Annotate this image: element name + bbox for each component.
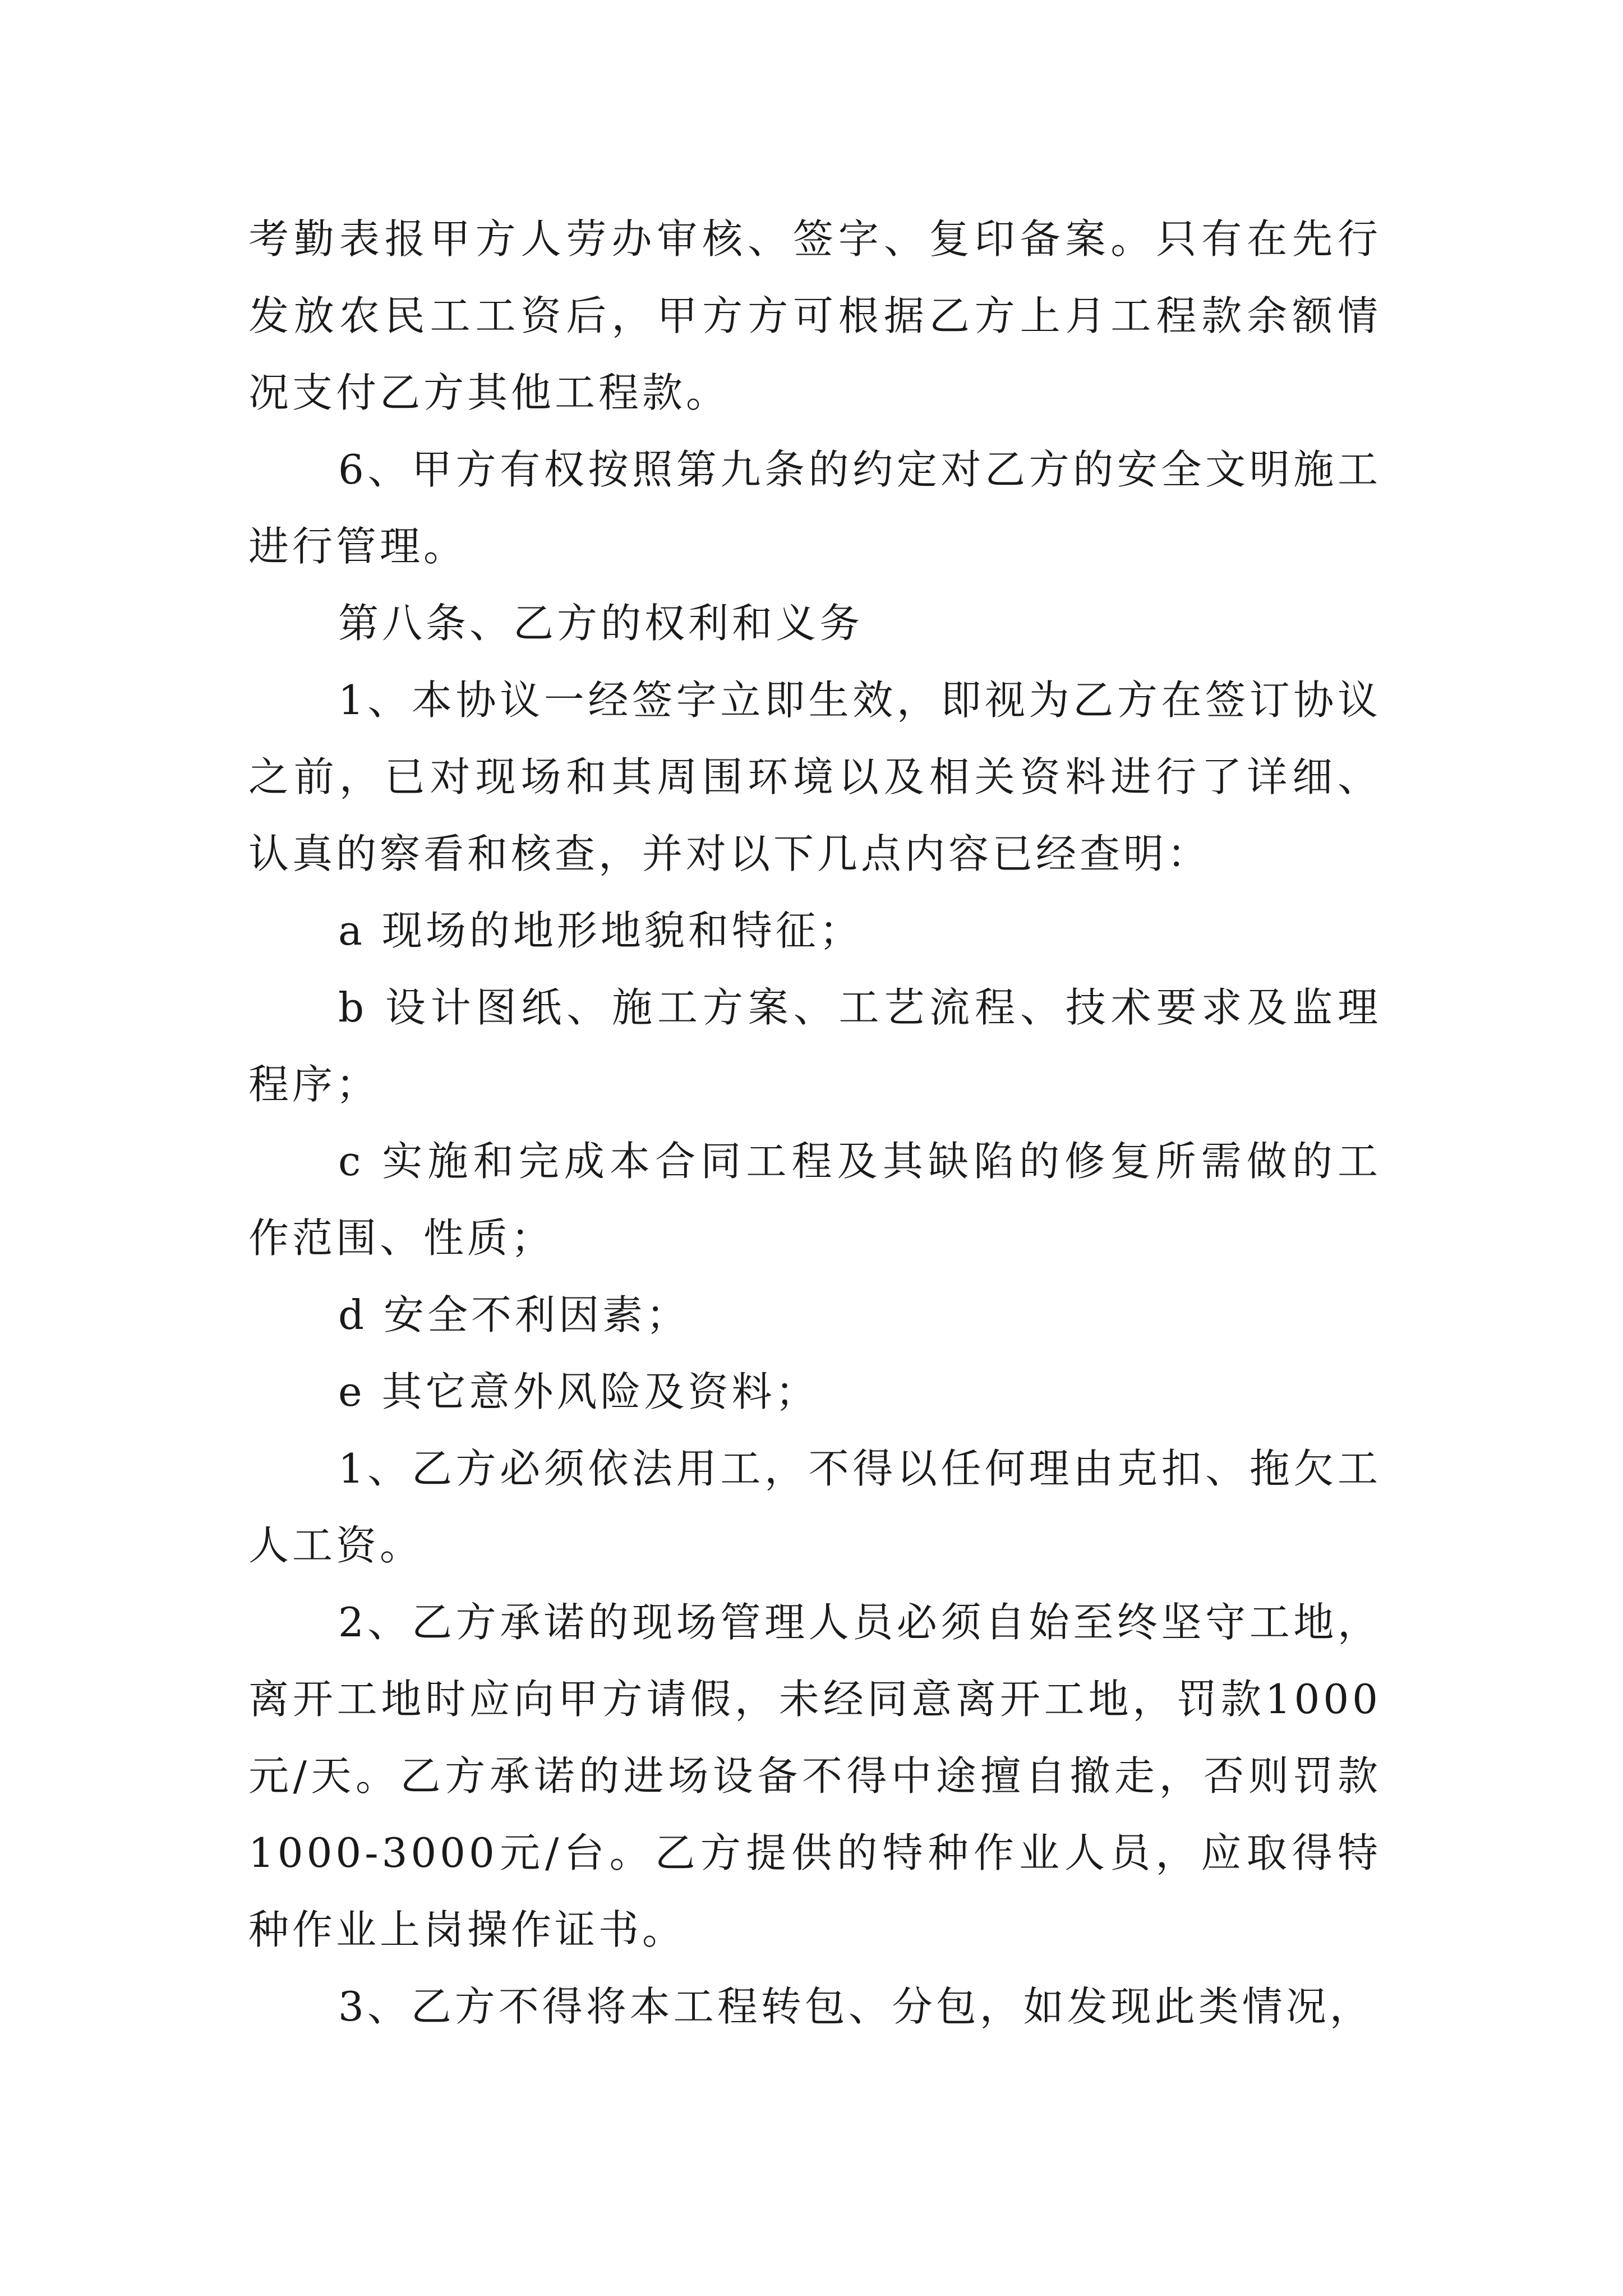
paragraph: 1、乙方必须依法用工，不得以任何理由克扣、拖欠工人工资。 — [248, 1445, 1381, 1569]
paragraph: 1、本协议一经签字立即生效，即视为乙方在签订协议之前，已对现场和其周围环境以及相关资料进行了详细、认真的察看和核查，并对以下几点内容已经查明： — [248, 677, 1381, 877]
paragraph: 考勤表报甲方人劳办审核、签字、复印备案。只有在先行发放农民工工资后，甲方方可根据乙方上月工程款余额情况支付乙方其他工程款。 — [248, 215, 1381, 416]
paragraph: 3、乙方不得将本工程转包、分包，如发现此类情况， — [338, 1983, 1373, 2030]
list-item: e 其它意外风险及资料； — [338, 1368, 819, 1415]
section-heading: 第八条、乙方的权利和义务 — [338, 600, 864, 647]
document-body — [248, 201, 1381, 2045]
paragraph: 2、乙方承诺的现场管理人员必须自始至终坚守工地，离开工地时应向甲方请假，未经同意离开工地，罚款1000元/天。乙方承诺的进场设备不得中途擅自撤走，否则罚款1000-3000元/台。乙方提供的特种作业人员，应取得特种作业上岗操作证书。 — [248, 1599, 1381, 1953]
list-item: a 现场的地形地貌和特征； — [338, 907, 863, 954]
list-item: c 实施和完成本合同工程及其缺陷的修复所需做的工作范围、性质； — [248, 1138, 1381, 1262]
list-item: d 安全不利因素； — [338, 1291, 690, 1338]
paragraph: 6、甲方有权按照第九条的约定对乙方的安全文明施工进行管理。 — [248, 446, 1381, 570]
list-item: b 设计图纸、施工方案、工艺流程、技术要求及监理程序； — [248, 984, 1381, 1108]
